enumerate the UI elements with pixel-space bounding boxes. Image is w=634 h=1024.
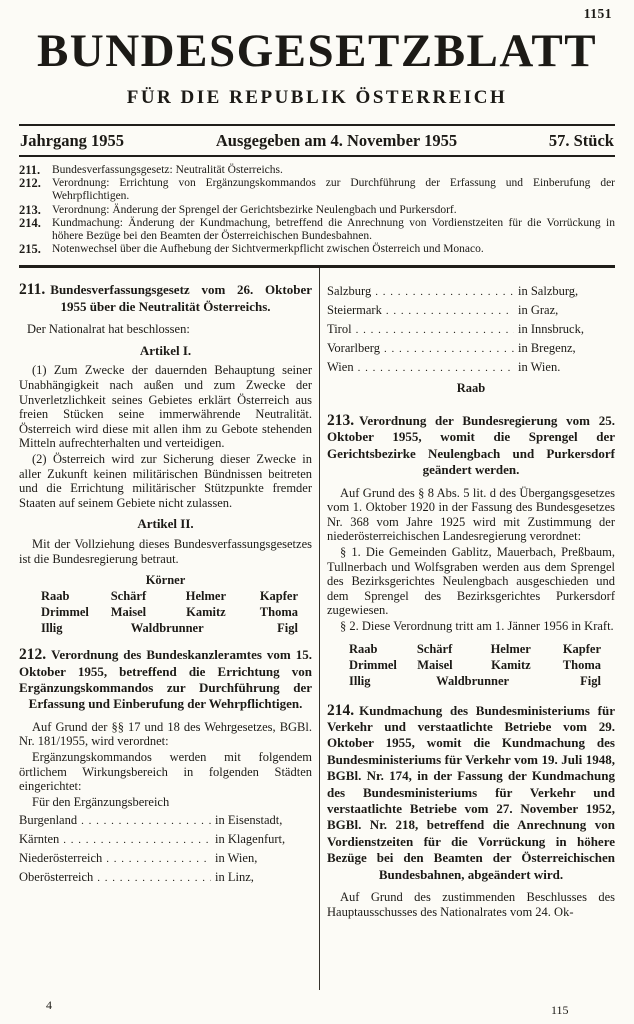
artikel-2-heading: Artikel II. [137, 516, 194, 532]
region-name: Wien [327, 360, 354, 375]
signature-name: Kamitz [186, 605, 226, 620]
article-number: 212. [19, 646, 47, 664]
region-city: in Eisenstadt, [215, 813, 283, 828]
article-211-paragraph-2: (2) Österreich wird zur Sicherung dieser Zwecke in aller Zukunft keinen militärischen Bündnissen beitreten und die Errichtung militärischer Stützpunkte fremder Staaten auf seinem Gebiete nicht zulassen. [19, 451, 312, 510]
signature-row [327, 641, 615, 657]
region-city: in Bregenz, [518, 341, 576, 356]
dot-leader [81, 811, 211, 830]
dot-leader [358, 358, 514, 377]
toc-item-211 [19, 164, 615, 177]
article-title: Bundesverfassungsgesetz vom 26. Oktober 1955 über die Neutralität Österreichs. [50, 282, 312, 314]
issue-year: Jahrgang 1955 [20, 130, 125, 150]
region-name: Niederösterreich [19, 851, 103, 866]
signature-name: Helmer [490, 641, 531, 656]
region-name: Salzburg [327, 284, 372, 299]
signature-koerner: Körner [145, 573, 186, 588]
right-column [327, 268, 615, 1004]
list-item [19, 868, 312, 887]
signature-name: Waldbrunner [130, 621, 204, 636]
signature-row [19, 620, 312, 636]
article-title: Verordnung des Bundeskanzleramtes vom 15. Oktober 1955, betreffend die Errichtung von Ergänzungskommandos zur Durchführung der Erfassung und Einberufung der Wehrpflichtigen. [19, 647, 312, 712]
signature-name: Figl [277, 621, 298, 636]
toc-number: 215. [19, 242, 41, 257]
dot-leader [97, 868, 211, 887]
signature-name: Maisel [110, 605, 147, 620]
dot-leader [375, 282, 514, 301]
signature-name: Raab [41, 589, 70, 604]
page-number: 1151 [583, 6, 612, 21]
toc-item-212 [19, 177, 615, 203]
toc-text: Kundmachung: Änderung der Kundmachung, betreffend die Anrechnung von Vordienstzeiten für die Vorrückung in höhere Bezüge bei den Beamten der Österreichischen Bundesbahnen. [52, 216, 615, 243]
region-name: Tirol [327, 322, 352, 337]
list-item [327, 320, 615, 339]
region-name: Vorarlberg [327, 341, 380, 356]
signature-name: Raab [349, 641, 378, 656]
dot-leader [356, 320, 514, 339]
signature-name: Illig [41, 621, 63, 636]
signature-name: Helmer [185, 589, 227, 604]
region-city: in Wien, [215, 851, 258, 866]
article-211-paragraph-3: Mit der Vollziehung dieses Bundesverfassungsgesetzes ist die Bundesregierung betraut. [19, 536, 312, 566]
issue-meta-row [19, 126, 615, 155]
ergaenzungsbereich-list-left [19, 811, 312, 887]
footer-sheet-number: 4 [46, 998, 52, 1012]
article-title: Verordnung der Bundesregierung vom 25. Oktober 1955, womit die Sprengel der Gerichtsbezirke Neulengbach und Purkersdorf geändert werden. [327, 413, 615, 478]
article-211-paragraph-1: (1) Zum Zwecke der dauernden Behauptung seiner Unabhängigkeit nach außen und zum Zwecke der Unverletzlichkeit seines Gebietes erklärt Österreich aus freien Stücken seine immerwährende Neutralität. Österreich wird diese mit allen ihm zu Gebote stehenden Mitteln aufrechterhalten und verteidigen. [19, 363, 312, 451]
issue-number: 57. Stück [548, 130, 614, 150]
signature-name: Schärf [416, 641, 453, 656]
signature-name: Kapfer [562, 641, 601, 656]
issue-date: Ausgegeben am 4. November 1955 [215, 130, 458, 150]
region-name: Burgenland [19, 813, 78, 828]
list-item [19, 811, 312, 830]
article-213-paragraph-3: § 2. Diese Verordnung tritt am 1. Jänner 1956 in Kraft. [340, 618, 614, 633]
article-212-paragraph-1: Auf Grund der §§ 17 und 18 des Wehrgesetzes, BGBl. Nr. 181/1955, wird verordnet: [19, 719, 312, 749]
article-213-heading [327, 413, 615, 479]
article-211-intro: Der Nationalrat hat beschlossen: [27, 322, 190, 337]
region-city: in Wien. [518, 360, 561, 375]
dot-leader [386, 301, 514, 320]
toc-number: 214. [19, 215, 41, 230]
toc-text: Verordnung: Errichtung von Ergänzungskommandos zur Durchführung der Erfassung und Einberufung der Wehrpflichtigen. [52, 177, 615, 203]
list-item [19, 849, 312, 868]
toc-item-214 [19, 217, 615, 243]
region-name: Steiermark [327, 303, 382, 318]
footer-page-counter: 115 [551, 1003, 569, 1017]
region-city: in Klagenfurt, [215, 832, 286, 847]
article-212-paragraph-2: Ergänzungskommandos werden mit folgendem örtlichem Wirkungsbereich in folgenden Städten eingerichtet: [19, 749, 312, 794]
toc-item-213 [19, 204, 615, 217]
region-city: in Linz, [215, 870, 254, 885]
toc-number: 212. [19, 176, 41, 191]
toc-text: Bundesverfassungsgesetz: Neutralität Österreichs. [52, 164, 283, 176]
column-divider [319, 268, 321, 990]
artikel-1-heading: Artikel I. [139, 342, 192, 358]
dot-leader [106, 849, 211, 868]
article-number: 211. [19, 281, 46, 299]
signature-name: Waldbrunner [436, 673, 510, 688]
dot-leader [384, 339, 514, 358]
toc-number: 211. [19, 163, 41, 177]
article-title: Kundmachung des Bundesministeriums für Verkehr und verstaatlichte Betriebe vom 29. Oktober 1955, womit die Kundmachung des Bundesministeriums für Verkehr vom 19. Juli 1948, BGBl. Nr. 174, in der Fassung der Kundmachung des Bundesministeriums für Verkehr und verstaatlichte Betriebe vom 27. November 1952, BGBl. Nr. 218, betreffend die Anrechnung von Vordienstzeiten für die Vorrückung in höhere Bezüge bei den Beamten der Österreichischen Bundesbahnen, abgeändert wird. [327, 702, 615, 882]
list-item [327, 358, 615, 377]
table-of-contents [19, 157, 615, 265]
region-city: in Salzburg, [518, 284, 579, 299]
region-name: Kärnten [19, 832, 60, 847]
list-item [327, 339, 615, 358]
signature-row [327, 657, 615, 673]
gazette-title: BUNDESGESETZBLATT [36, 25, 598, 77]
article-211-heading [19, 282, 312, 315]
article-212-list-intro: Für den Ergänzungsbereich [32, 794, 170, 809]
toc-number: 213. [19, 202, 41, 217]
signature-row [19, 588, 312, 604]
signature-name: Drimmel [349, 657, 397, 672]
list-item [327, 301, 615, 320]
left-column [19, 268, 312, 1004]
list-item [327, 282, 615, 301]
gazette-subtitle: FÜR DIE REPUBLIK ÖSTERREICH [126, 87, 508, 108]
article-214-paragraph-1: Auf Grund des zustimmenden Beschlusses des Hauptausschusses des Nationalrates vom 24. Ok- [327, 890, 615, 919]
article-213-signatures [327, 641, 615, 689]
region-city: in Innsbruck, [518, 322, 584, 337]
signature-name: Maisel [417, 657, 453, 672]
toc-item-215 [19, 243, 615, 256]
signature-name: Thoma [259, 605, 298, 620]
region-name: Oberösterreich [19, 870, 94, 885]
article-213-paragraph-1: Auf Grund des § 8 Abs. 5 lit. d des Übergangsgesetzes vom 1. Oktober 1920 in der Fassung des Bundesgesetzes Nr. 368 vom Jahre 1925 wird mit Zustimmung der niederösterreichischen Landesregierung verordnet: [327, 485, 615, 544]
article-211-signatures [19, 573, 312, 636]
signature-row [19, 604, 312, 620]
signature-name: Drimmel [41, 605, 89, 620]
signature-name: Schärf [110, 589, 147, 604]
article-number: 213. [327, 412, 355, 430]
signature-row [327, 673, 615, 689]
signature-raab: Raab [456, 381, 486, 396]
dot-leader [63, 830, 211, 849]
list-item [19, 830, 312, 849]
ergaenzungsbereich-list-right [327, 268, 615, 377]
article-212-heading [19, 647, 312, 713]
signature-name: Kamitz [491, 657, 531, 672]
region-city: in Graz, [518, 303, 559, 318]
two-column-body [19, 268, 615, 1004]
column-divider-area [312, 268, 327, 1004]
signature-name: Thoma [562, 657, 601, 672]
article-214-heading [327, 703, 615, 883]
signature-name: Kapfer [259, 589, 298, 604]
article-number: 214. [327, 701, 355, 719]
toc-text: Verordnung: Änderung der Sprengel der Gerichtsbezirke Neulengbach und Purkersdorf. [52, 203, 457, 216]
masthead [0, 0, 634, 109]
article-213-paragraph-2: § 1. Die Gemeinden Gablitz, Mauerbach, Preßbaum, Tullnerbach und Wolfsgraben werden aus dem Sprengel des Bezirksgerichtes Neulengbach ausgeschieden und dem Sprengel des Bezirksgerichtes Purkersdorf zugewiesen. [327, 545, 615, 618]
signature-name: Illig [349, 673, 371, 688]
toc-text: Notenwechsel über die Aufhebung der Sichtvermerkpflicht zwischen Österreich und Monaco. [52, 243, 484, 256]
signature-name: Figl [580, 673, 601, 688]
